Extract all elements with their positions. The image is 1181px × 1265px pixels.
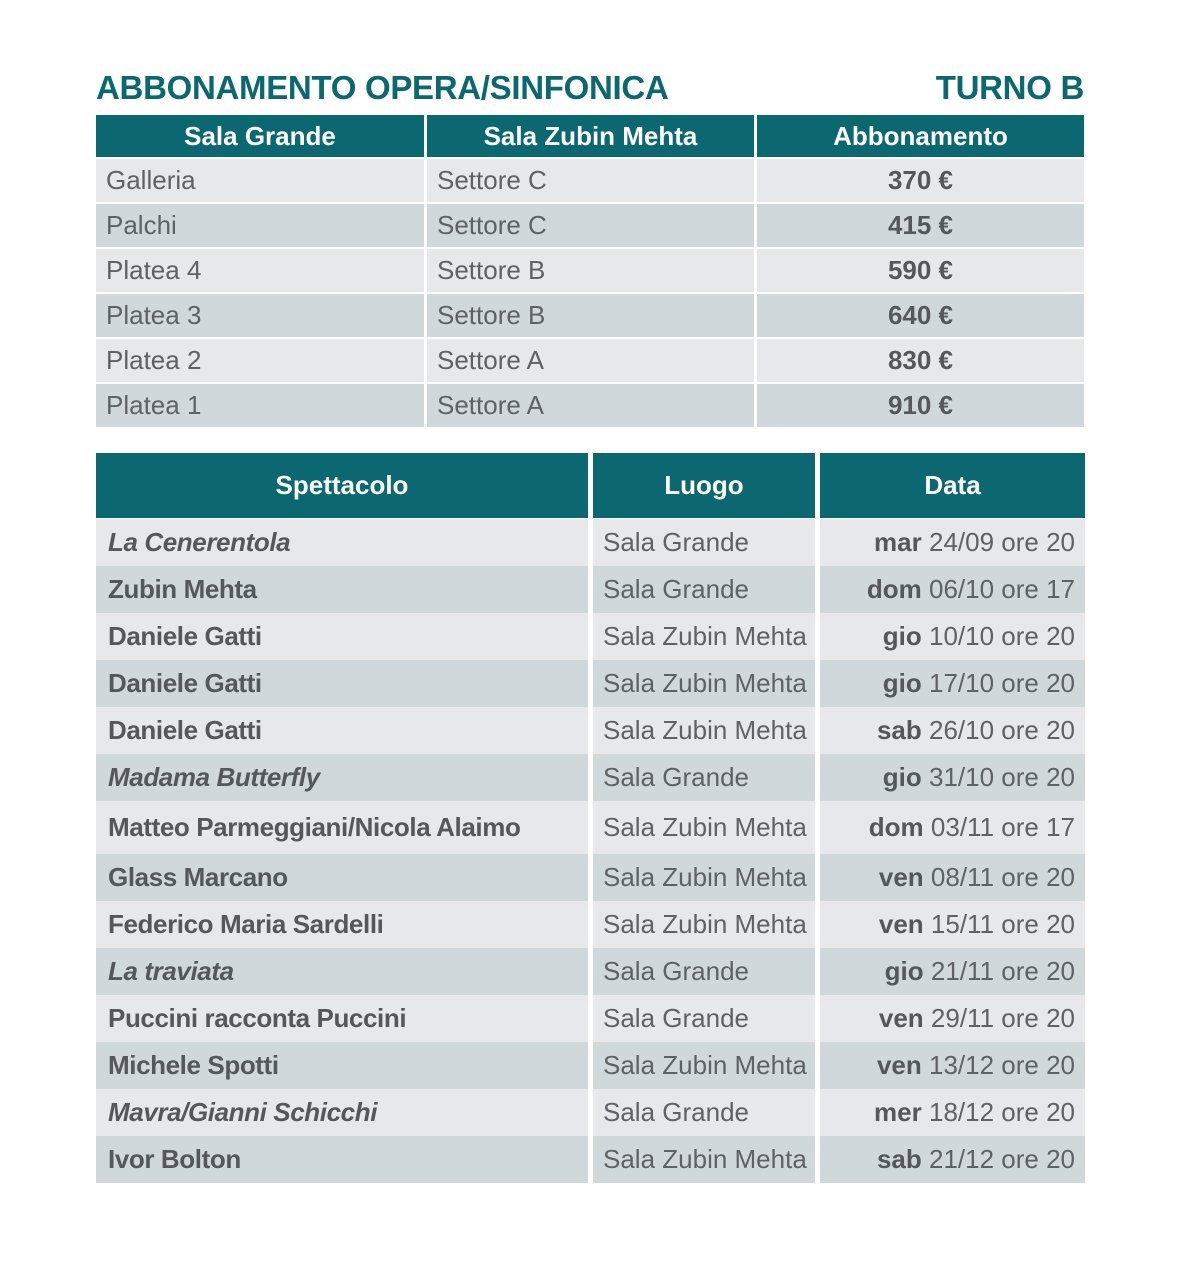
table-row (96, 1136, 1085, 1183)
venue-cell: Sala Zubin Mehta (593, 660, 820, 707)
show-title-cell: Glass Marcano (96, 854, 593, 901)
date-time-label: 26/10 ore 20 (928, 715, 1075, 745)
date-cell (820, 519, 1085, 566)
venue-cell: Sala Grande (593, 1089, 820, 1136)
venue-cell: Sala Zubin Mehta (593, 613, 820, 660)
price-cell: 370 € (757, 159, 1084, 204)
weekday-label: ven (878, 1003, 924, 1033)
sala-zubin-mehta-cell: Settore C (427, 204, 757, 249)
weekday-label: gio (882, 621, 922, 651)
date-cell (820, 948, 1085, 995)
price-cell: 910 € (757, 384, 1084, 429)
weekday-label: mar (874, 527, 922, 557)
venue-cell: Sala Zubin Mehta (593, 1042, 820, 1089)
date-time-label: 06/10 ore 17 (928, 574, 1075, 604)
show-title-cell: Daniele Gatti (96, 613, 593, 660)
page-title: ABBONAMENTO OPERA/SINFONICA (96, 69, 669, 106)
sala-zubin-mehta-cell: Settore B (427, 294, 757, 339)
show-title-cell: Michele Spotti (96, 1042, 593, 1089)
weekday-label: ven (876, 1050, 922, 1080)
weekday-label: sab (876, 1144, 922, 1174)
table-row (96, 1042, 1085, 1089)
price-cell: 415 € (757, 204, 1084, 249)
show-title-cell: Puccini racconta Puccini (96, 995, 593, 1042)
show-title-cell: Ivor Bolton (96, 1136, 593, 1183)
weekday-label: gio (884, 956, 924, 986)
price-cell: 640 € (757, 294, 1084, 339)
column-header: Sala Zubin Mehta (427, 115, 757, 159)
sala-zubin-mehta-cell: Settore A (427, 339, 757, 384)
date-cell (820, 901, 1085, 948)
venue-cell: Sala Grande (593, 754, 820, 801)
date-time-label: 31/10 ore 20 (928, 762, 1075, 792)
table-row (96, 707, 1085, 754)
venue-cell: Sala Grande (593, 948, 820, 995)
weekday-label: ven (878, 862, 924, 892)
table-row (96, 901, 1085, 948)
date-time-label: 17/10 ore 20 (928, 668, 1075, 698)
venue-cell: Sala Grande (593, 995, 820, 1042)
venue-cell: Sala Zubin Mehta (593, 707, 820, 754)
sala-zubin-mehta-cell: Settore B (427, 249, 757, 294)
date-time-label: 21/11 ore 20 (930, 956, 1075, 986)
show-title-cell: Federico Maria Sardelli (96, 901, 593, 948)
show-title-cell: La traviata (96, 948, 593, 995)
show-title-cell: La Cenerentola (96, 519, 593, 566)
table-row (96, 854, 1085, 901)
schedule-header-row (96, 453, 1085, 519)
weekday-label: ven (878, 909, 924, 939)
column-header: Sala Grande (96, 115, 427, 159)
pricing-header-row (96, 115, 1084, 159)
date-cell (820, 613, 1085, 660)
weekday-label: dom (868, 812, 924, 842)
show-title-cell: Mavra/Gianni Schicchi (96, 1089, 593, 1136)
table-row (96, 566, 1085, 613)
date-time-label: 18/12 ore 20 (928, 1097, 1075, 1127)
table-row (96, 660, 1085, 707)
table-row (96, 384, 1084, 429)
date-cell (820, 854, 1085, 901)
date-time-label: 10/10 ore 20 (928, 621, 1075, 651)
date-time-label: 21/12 ore 20 (928, 1144, 1075, 1174)
weekday-label: dom (866, 574, 922, 604)
show-title-cell: Matteo Parmeggiani/Nicola Alaimo (96, 801, 593, 854)
date-time-label: 08/11 ore 20 (930, 862, 1075, 892)
date-cell (820, 995, 1085, 1042)
table-row (96, 613, 1085, 660)
date-cell (820, 1136, 1085, 1183)
venue-cell: Sala Zubin Mehta (593, 854, 820, 901)
date-time-label: 03/11 ore 17 (930, 812, 1075, 842)
weekday-label: gio (882, 668, 922, 698)
table-row (96, 1089, 1085, 1136)
table-row (96, 339, 1084, 384)
sala-grande-cell: Platea 1 (96, 384, 427, 429)
turno-label: TURNO B (935, 69, 1084, 106)
price-cell: 590 € (757, 249, 1084, 294)
schedule-table (96, 453, 1085, 1183)
sala-grande-cell: Platea 2 (96, 339, 427, 384)
column-header: Luogo (593, 453, 820, 519)
table-row (96, 249, 1084, 294)
date-time-label: 13/12 ore 20 (928, 1050, 1075, 1080)
sala-grande-cell: Palchi (96, 204, 427, 249)
show-title-cell: Madama Butterfly (96, 754, 593, 801)
column-header: Data (820, 453, 1085, 519)
sala-grande-cell: Galleria (96, 159, 427, 204)
weekday-label: mer (874, 1097, 922, 1127)
table-row (96, 948, 1085, 995)
date-cell (820, 1042, 1085, 1089)
date-time-label: 15/11 ore 20 (930, 909, 1075, 939)
table-row (96, 159, 1084, 204)
venue-cell: Sala Grande (593, 566, 820, 613)
venue-cell: Sala Grande (593, 519, 820, 566)
price-cell: 830 € (757, 339, 1084, 384)
pricing-table (96, 115, 1084, 429)
venue-cell: Sala Zubin Mehta (593, 1136, 820, 1183)
show-title-cell: Daniele Gatti (96, 707, 593, 754)
weekday-label: gio (882, 762, 922, 792)
table-row (96, 754, 1085, 801)
date-cell (820, 707, 1085, 754)
show-title-cell: Daniele Gatti (96, 660, 593, 707)
date-time-label: 29/11 ore 20 (930, 1003, 1075, 1033)
column-header: Abbonamento (757, 115, 1084, 159)
table-row (96, 801, 1085, 854)
date-cell (820, 754, 1085, 801)
table-row (96, 204, 1084, 249)
show-title-cell: Zubin Mehta (96, 566, 593, 613)
venue-cell: Sala Zubin Mehta (593, 801, 820, 854)
weekday-label: sab (876, 715, 922, 745)
sala-zubin-mehta-cell: Settore C (427, 159, 757, 204)
sala-zubin-mehta-cell: Settore A (427, 384, 757, 429)
table-row (96, 995, 1085, 1042)
sala-grande-cell: Platea 4 (96, 249, 427, 294)
date-cell (820, 660, 1085, 707)
date-cell (820, 566, 1085, 613)
table-row (96, 294, 1084, 339)
column-header: Spettacolo (96, 453, 593, 519)
sala-grande-cell: Platea 3 (96, 294, 427, 339)
table-row (96, 519, 1085, 566)
date-time-label: 24/09 ore 20 (928, 527, 1075, 557)
date-cell (820, 1089, 1085, 1136)
venue-cell: Sala Zubin Mehta (593, 901, 820, 948)
date-cell (820, 801, 1085, 854)
